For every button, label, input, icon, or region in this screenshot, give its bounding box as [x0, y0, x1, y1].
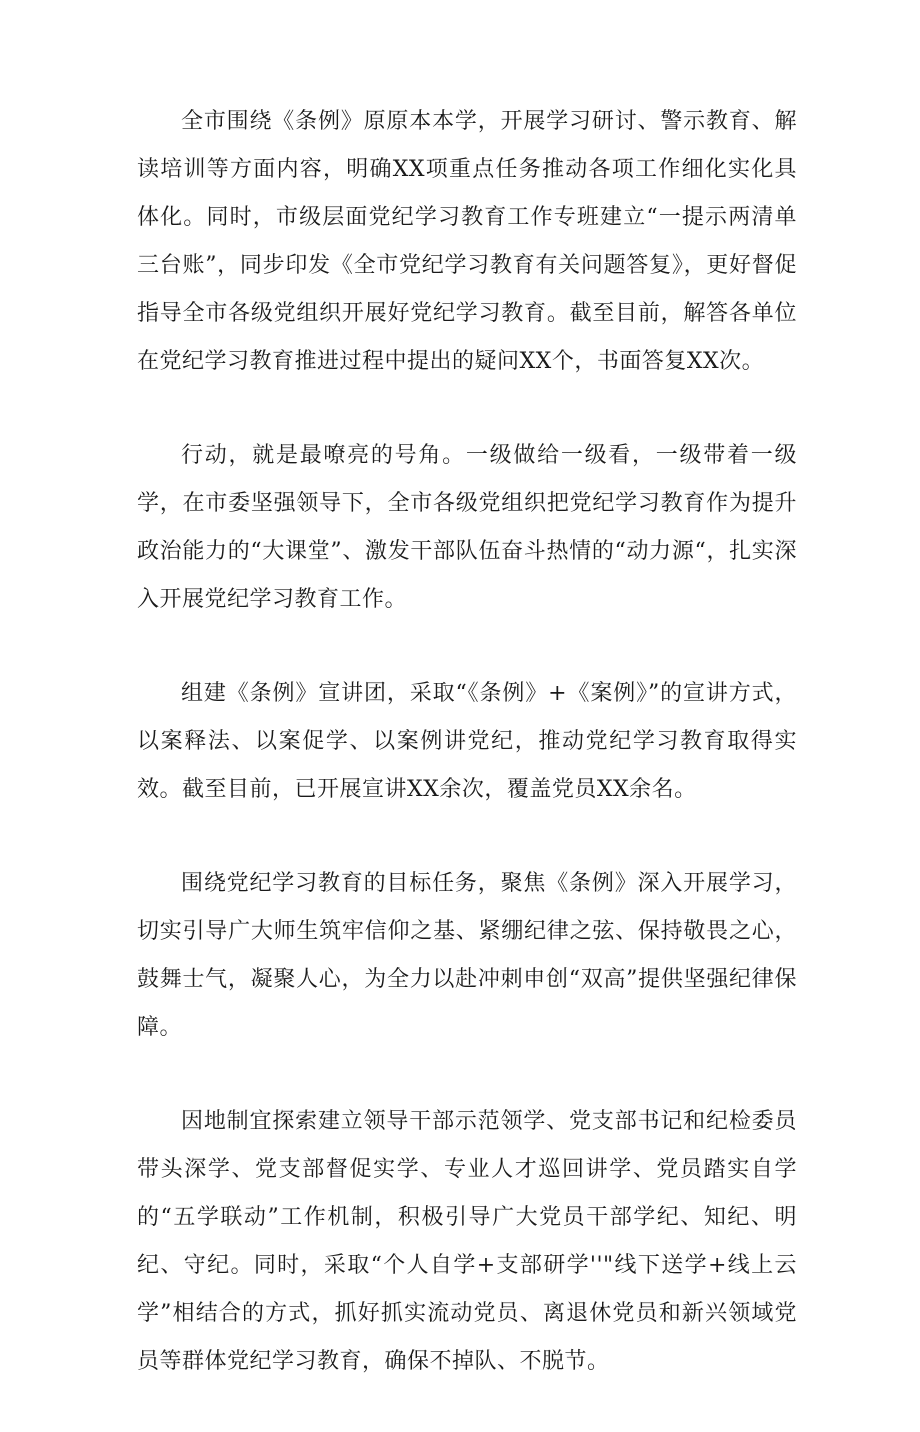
paragraph-3: 组建《条例》宣讲团，采取“《条例》+《案例》”的宣讲方式，以案释法、以案促学、以案例讲党纪，推动党纪学习教育取得实效。截至目前，已开展宣讲XX余次，覆盖党员XX余名。	[137, 681, 797, 802]
paragraph-4: 围绕党纪学习教育的目标任务，聚焦《条例》深入开展学习，切实引导广大师生筑牢信仰之基、紧绷纪律之弦、保持敬畏之心，鼓舞士气，凝聚人心，为全力以赴冲刺申创“双高”提供坚强纪律保障。	[137, 871, 797, 1040]
paragraph-2: 行动，就是最嘹亮的号角。一级做给一级看，一级带着一级学，在市委坚强领导下，全市各级党组织把党纪学习教育作为提升政治能力的“大课堂”、激发干部队伍奋斗热情的“动力源“，扎实深入开展党纪学习教育工作。	[137, 443, 797, 612]
document-body	[137, 98, 797, 1432]
paragraph-5: 因地制宜探索建立领导干部示范领学、党支部书记和纪检委员带头深学、党支部督促实学、专业人才巡回讲学、党员踏实自学的“五学联动”工作机制，积极引导广大党员干部学纪、知纪、明纪、守纪。同时，采取“个人自学+支部研学''"线下送学+线上云学”相结合的方式，抓好抓实流动党员、离退休党员和新兴领域党员等群体党纪学习教育，确保不掉队、不脱节。	[137, 1109, 797, 1374]
paragraph-1: 全市围绕《条例》原原本本学，开展学习研讨、警示教育、解读培训等方面内容，明确XX项重点任务推动各项工作细化实化具体化。同时，市级层面党纪学习教育工作专班建立“一提示两清单三台账”，同步印发《全市党纪学习教育有关问题答复》，更好督促指导全市各级党组织开展好党纪学习教育。截至目前，解答各单位在党纪学习教育推进过程中提出的疑问XX个，书面答复XX次。	[137, 109, 797, 374]
